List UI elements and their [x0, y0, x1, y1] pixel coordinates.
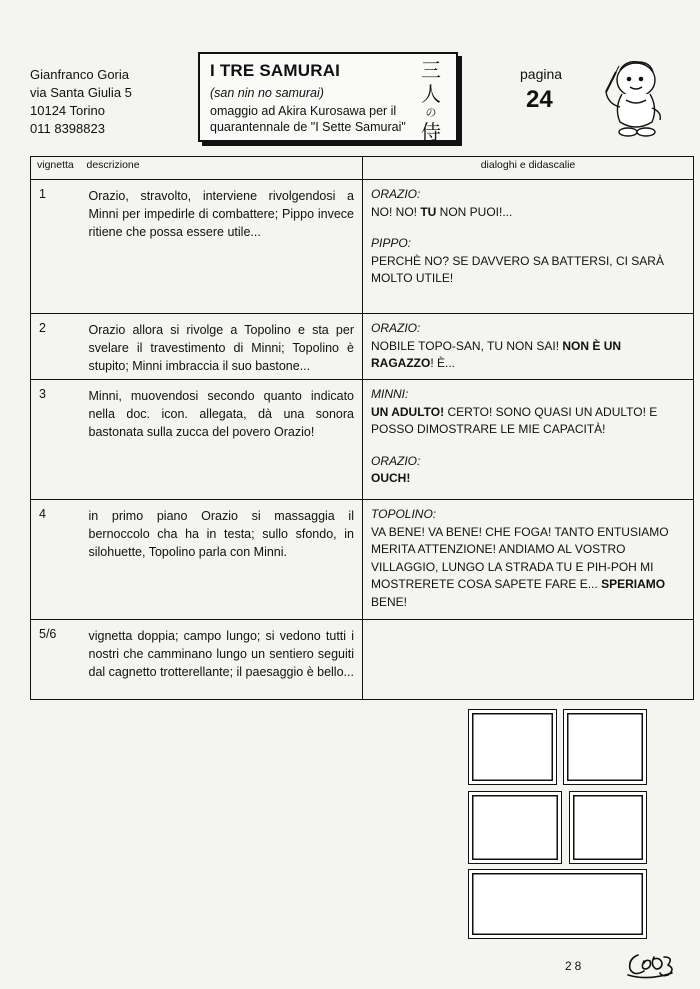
dialogue-segment: NOBILE TOPO-SAN, TU NON SAI! — [371, 338, 563, 353]
kanji-char: 侍 — [421, 120, 441, 144]
dialogue-segment: NON PUOI!... — [436, 204, 513, 219]
dialogue-segment: VA BENE! VA BENE! CHE FOGA! TANTO ENTUSIAMO MERITA ATTENZIONE! ANDIAMO AL VOSTRO VILLAGGIO, LUNGO LA STRADA TU E PIH-POH MI MOSTRERETE COSA SAPETE FARE E... — [371, 524, 669, 591]
kanji-char: の — [425, 106, 437, 119]
dialogue-line — [371, 506, 685, 611]
kanji-title — [418, 58, 444, 144]
panel-dialogue — [363, 180, 694, 314]
dialogue-line — [371, 386, 685, 439]
panel-dialogue — [363, 380, 694, 500]
dialogue-segment: ! È... — [430, 356, 456, 370]
signature-logo-icon — [624, 947, 676, 981]
dialogue-text — [371, 204, 685, 222]
table-row — [31, 314, 694, 380]
speaker-name: ORAZIO: — [371, 187, 421, 201]
title-description: omaggio ad Akira Kurosawa per il quarantennale de "I Sette Samurai" — [210, 104, 406, 134]
page-title: I TRE SAMURAI — [210, 61, 341, 80]
speaker-name: ORAZIO: — [371, 321, 421, 335]
table-row — [31, 180, 694, 314]
dialogue-segment: PERCHÈ NO? SE DAVVERO SA BATTERSI, CI SARÀ MOLTO UTILE! — [371, 253, 664, 285]
title-box — [198, 52, 458, 142]
table-header-row — [31, 157, 694, 180]
speaker-name: MINNI: — [371, 387, 409, 401]
table-row — [31, 500, 694, 620]
speaker-name: ORAZIO: — [371, 453, 421, 468]
speaker-name: TOPOLINO: — [371, 507, 437, 521]
dialogue-line — [371, 453, 685, 488]
panel-dialogue — [363, 500, 694, 620]
panel-number: 4 — [31, 500, 81, 620]
mascot-drawing-icon — [596, 52, 670, 140]
footer-page-number: 28 — [565, 959, 585, 973]
kanji-char: 人 — [421, 82, 441, 106]
dialogue-segment: CERTO! SONO QUASI UN ADULTO! E POSSO DIMOSTRARE LE MIE CAPACITÀ! — [371, 404, 658, 436]
dialogue-text — [371, 338, 685, 373]
dialogue-bold-segment: SPERIAMO — [601, 577, 666, 591]
thumbnail-panel-1 — [468, 709, 557, 785]
author-address — [30, 66, 132, 138]
speaker-name: PIPPO: — [371, 236, 412, 250]
table-row — [31, 380, 694, 500]
dialogue-bold-segment: OUCH! — [371, 471, 411, 485]
panel-number: 1 — [31, 180, 81, 314]
header-dialogue: dialoghi e didascalie — [363, 157, 694, 180]
dialogue-line — [371, 186, 685, 221]
kanji-char: 三 — [421, 58, 441, 82]
dialogue-text — [371, 253, 685, 288]
header-panel: vignetta — [31, 157, 81, 180]
dialogue-bold-segment: UN ADULTO! — [371, 404, 445, 419]
author-phone: 011 8398823 — [30, 121, 105, 136]
panel-number: 3 — [31, 380, 81, 500]
script-table — [30, 156, 694, 700]
page-subtitle: (san nin no samurai) — [210, 86, 324, 100]
dialogue-bold-segment: NON È UN RAGAZZO — [371, 338, 622, 370]
dialogue-text — [371, 470, 685, 488]
dialogue-segment: NO! NO! — [371, 204, 421, 219]
panel-number: 5/6 — [31, 620, 81, 700]
thumbnail-panel-5-6 — [468, 869, 647, 939]
panel-description: in primo piano Orazio si massaggia il bernoccolo cha ha in testa; sullo sfondo, in silohuette, Topolino parla con Minni. — [81, 500, 363, 620]
thumbnail-panel-3 — [468, 791, 562, 864]
dialogue-bold-segment: TU — [420, 204, 437, 219]
header-description: descrizione — [81, 157, 363, 180]
dialogue-line — [371, 235, 685, 288]
panel-description: Minni, muovendosi secondo quanto indicato nella doc. icon. allegata, dà una sonora bastonata sulla zucca del povero Orazio! — [81, 380, 363, 500]
page-number: 24 — [526, 86, 553, 113]
panel-description: Orazio allora si rivolge a Topolino e sta per svelare il travestimento di Minni; Topolino è stupito; Minni imbraccia il suo bastone... — [81, 314, 363, 380]
author-name: Gianfranco Goria — [30, 67, 129, 82]
panel-dialogue — [363, 620, 694, 700]
author-street: via Santa Giulia 5 — [30, 85, 132, 100]
panel-description: vignetta doppia; campo lungo; si vedono tutti i nostri che camminano lungo un sentiero seguiti dal cagnetto trotterellante; il paesaggio è bello... — [81, 620, 363, 700]
panel-description: Orazio, stravolto, interviene rivolgendosi a Minni per impedirle di combattere; Pippo invece ritiene che possa essere utile... — [81, 180, 363, 314]
author-city: 10124 Torino — [30, 103, 105, 118]
thumbnail-panel-2 — [563, 709, 647, 785]
page-label: pagina — [520, 66, 563, 82]
thumbnail-panel-4 — [569, 791, 647, 864]
panel-number: 2 — [31, 314, 81, 380]
dialogue-text — [371, 404, 685, 439]
dialogue-text — [371, 524, 685, 612]
panel-dialogue — [363, 314, 694, 380]
table-row — [31, 620, 694, 700]
dialogue-segment: BENE! — [371, 594, 408, 609]
dialogue-line — [371, 320, 685, 373]
